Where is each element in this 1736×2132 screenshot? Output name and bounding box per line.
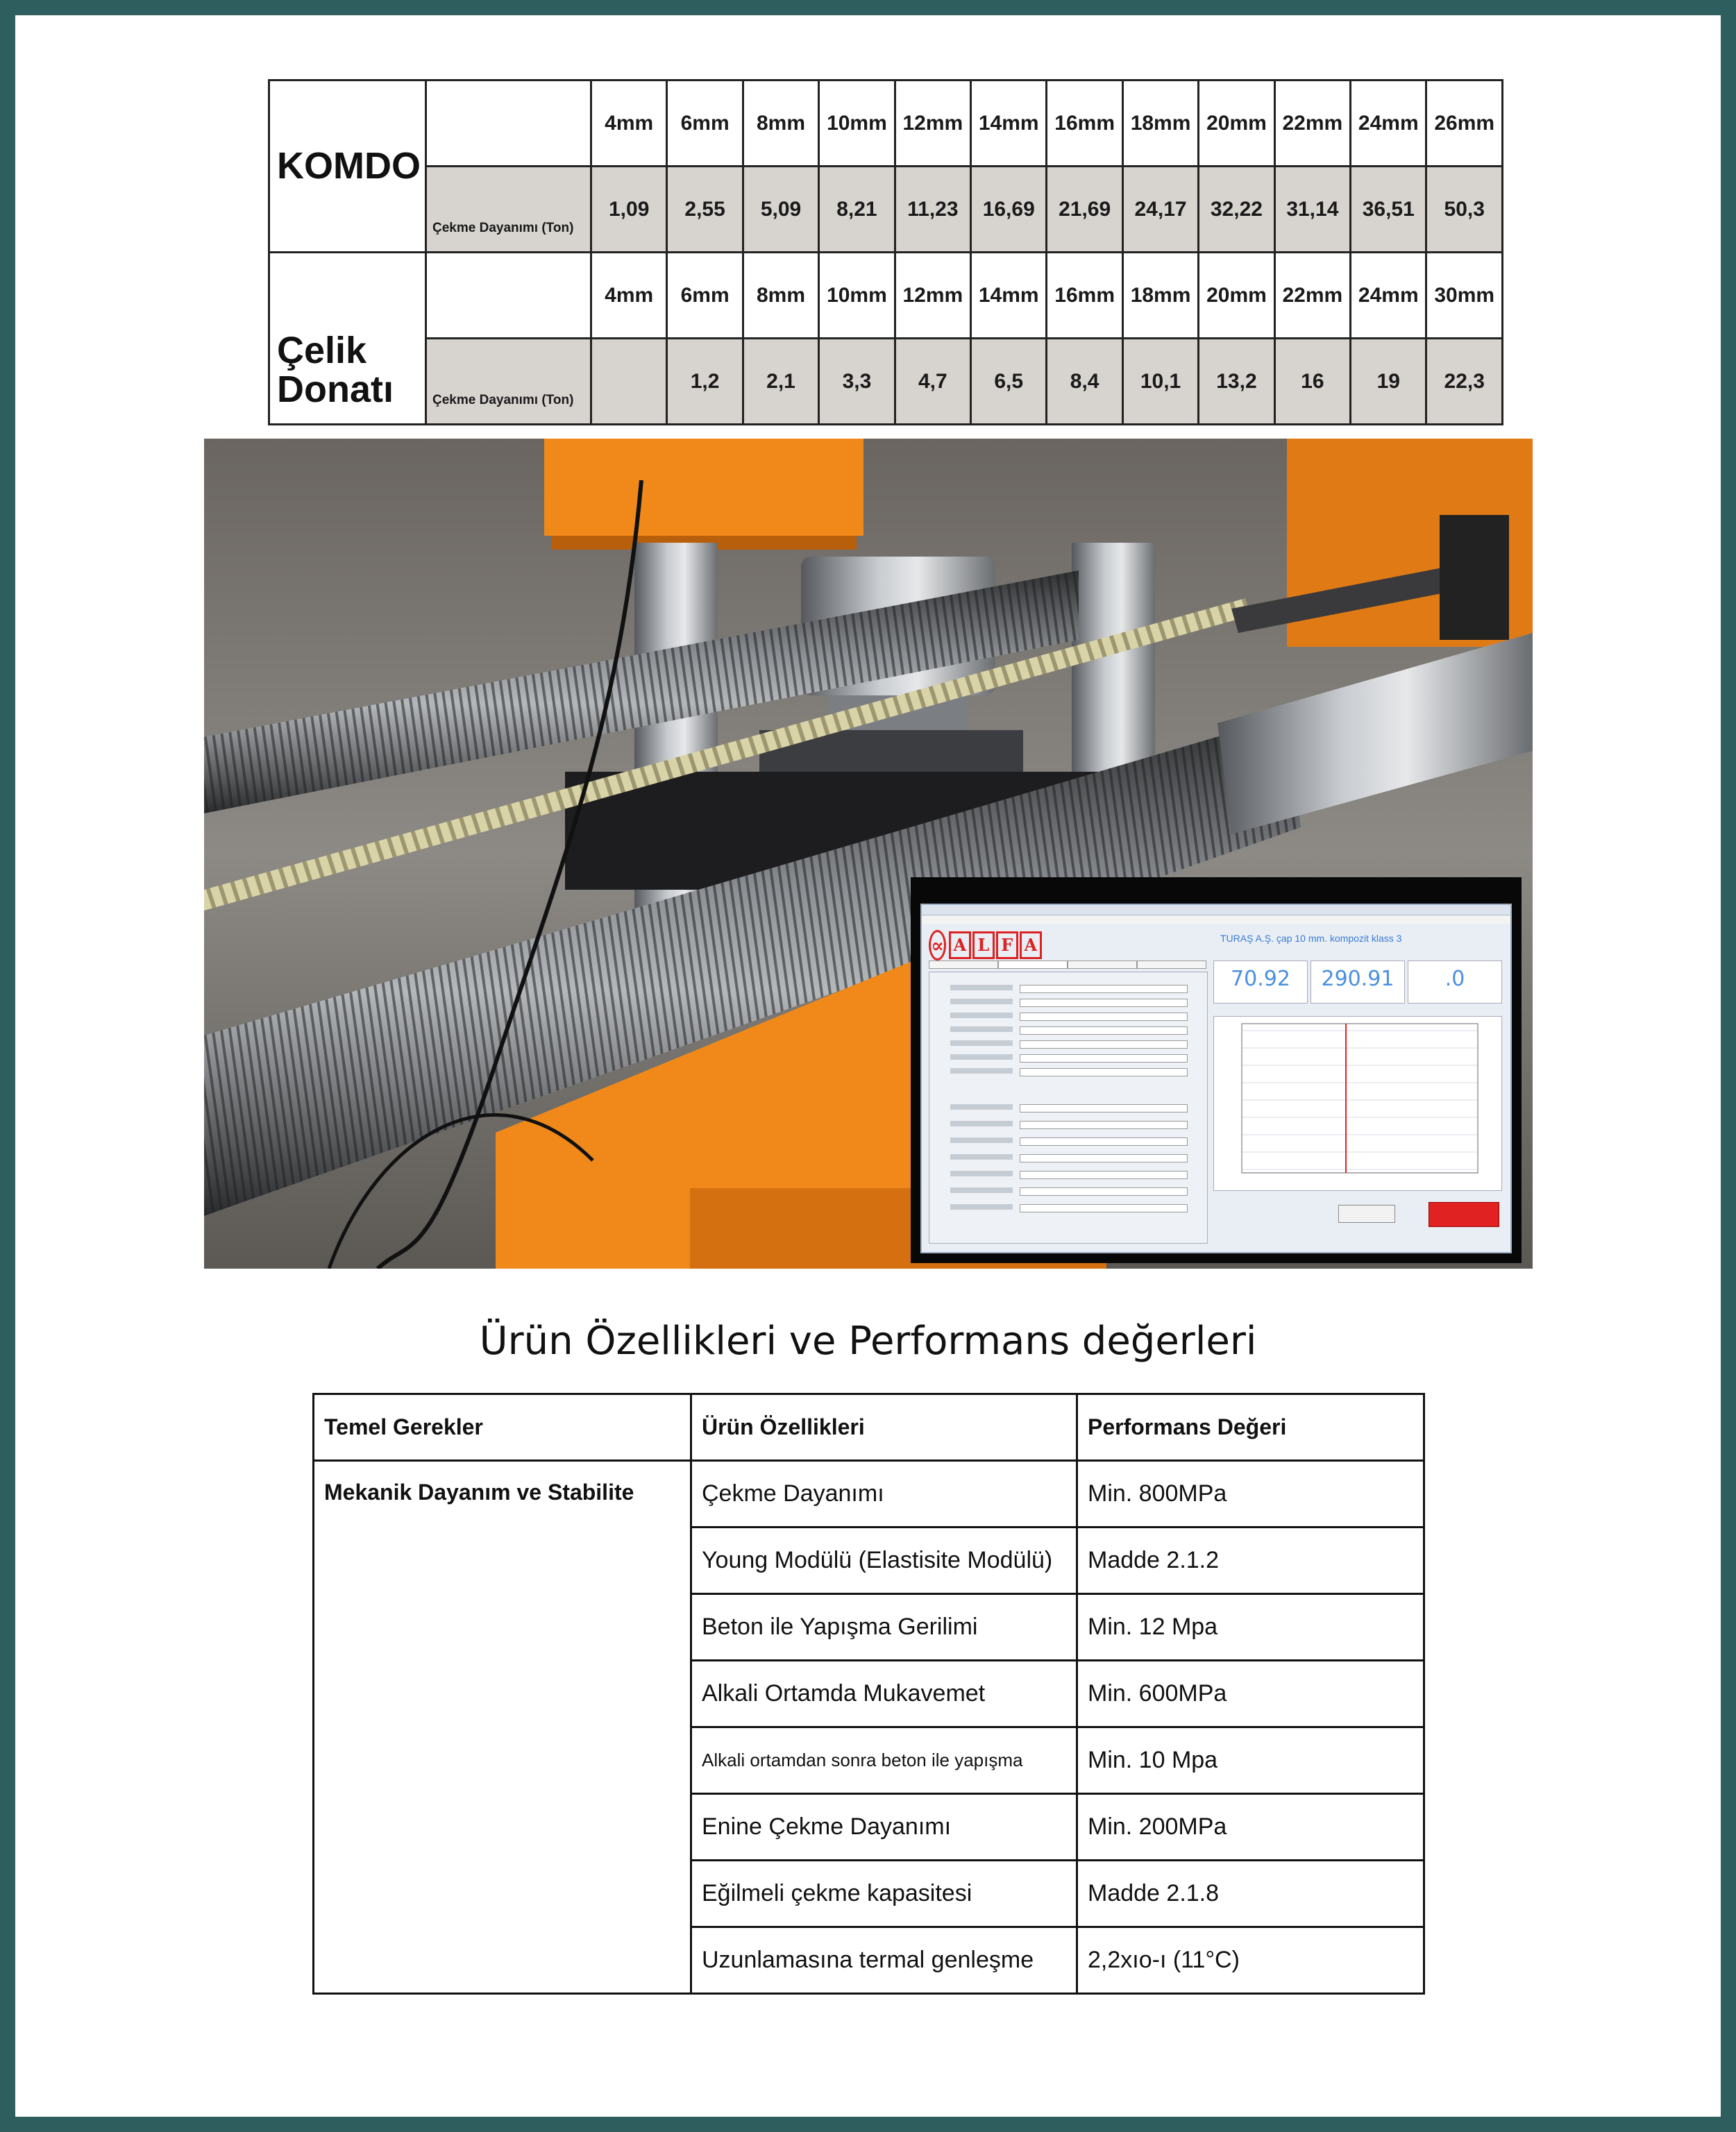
reading-box bbox=[1213, 961, 1308, 1004]
diameter-cell: 10mm bbox=[819, 81, 895, 167]
strength-value: 4,7 bbox=[895, 339, 970, 425]
window-menubar bbox=[922, 915, 1510, 924]
diameter-cell: 16mm bbox=[1047, 81, 1122, 167]
row-label: Çekme Dayanımı (Ton) bbox=[426, 167, 591, 253]
tab[interactable] bbox=[1068, 961, 1137, 969]
value-cell: Madde 2.1.2 bbox=[1077, 1528, 1424, 1594]
tab[interactable] bbox=[1137, 961, 1206, 969]
material-name: KOMDO bbox=[269, 81, 426, 253]
strength-value: 32,22 bbox=[1199, 167, 1274, 253]
form-field[interactable] bbox=[950, 1026, 1186, 1033]
reading-value: 70.92 bbox=[1231, 967, 1290, 991]
product-spec-table bbox=[312, 1393, 1425, 1995]
section-heading: Ürün Özellikleri ve Performans değerleri bbox=[479, 1319, 1257, 1364]
logo-letter: F bbox=[996, 931, 1018, 959]
form-field[interactable] bbox=[950, 1068, 1186, 1075]
tab[interactable] bbox=[929, 961, 998, 969]
diameter-cell: 22mm bbox=[1274, 253, 1350, 339]
value-cell: Min. 200MPa bbox=[1077, 1794, 1424, 1861]
diameter-cell: 12mm bbox=[895, 253, 970, 339]
diameter-cell: 6mm bbox=[667, 81, 743, 167]
strength-value: 8,21 bbox=[819, 167, 895, 253]
force-graph bbox=[1213, 1016, 1502, 1191]
diameter-cell: 22mm bbox=[1274, 81, 1350, 167]
material-name-line: Donatı bbox=[277, 369, 394, 411]
value-cell: Min. 600MPa bbox=[1077, 1661, 1424, 1727]
empty-cell bbox=[426, 81, 591, 167]
strength-value: 10,1 bbox=[1122, 339, 1198, 425]
diameter-cell: 8mm bbox=[743, 253, 818, 339]
strength-value: 5,09 bbox=[743, 167, 818, 253]
value-cell: Min. 800MPa bbox=[1077, 1461, 1424, 1528]
diameter-cell: 16mm bbox=[1047, 253, 1122, 339]
property-cell: Çekme Dayanımı bbox=[691, 1461, 1077, 1528]
form-field[interactable] bbox=[950, 1187, 1186, 1194]
row-label: Çekme Dayanımı (Ton) bbox=[426, 339, 591, 425]
diameter-cell: 26mm bbox=[1426, 81, 1503, 167]
strength-value: 8,4 bbox=[1047, 339, 1122, 425]
form-field[interactable] bbox=[950, 1013, 1186, 1020]
strength-value: 13,2 bbox=[1199, 339, 1274, 425]
form-field[interactable] bbox=[950, 1154, 1186, 1161]
diameter-cell: 8mm bbox=[743, 81, 818, 167]
form-field[interactable] bbox=[950, 1121, 1186, 1128]
form-field[interactable] bbox=[950, 1104, 1186, 1111]
strength-value: 24,17 bbox=[1122, 167, 1198, 253]
property-cell: Enine Çekme Dayanımı bbox=[691, 1794, 1077, 1861]
strength-value: 19 bbox=[1351, 339, 1426, 425]
monitor-screen bbox=[911, 877, 1522, 1263]
diameter-cell: 4mm bbox=[591, 253, 667, 339]
column-header: Temel Gerekler bbox=[314, 1394, 691, 1461]
reading-box bbox=[1311, 961, 1405, 1004]
property-cell: Uzunlamasına termal genleşme bbox=[691, 1927, 1077, 1994]
strength-value: 36,51 bbox=[1351, 167, 1426, 253]
material-name-line: Çelik bbox=[277, 329, 367, 371]
strength-value: 16 bbox=[1274, 339, 1350, 425]
value-cell: Madde 2.1.8 bbox=[1077, 1861, 1424, 1927]
test-title: TURAŞ A.Ş. çap 10 mm. kompozit klass 3 bbox=[1220, 933, 1402, 944]
strength-value: 2,55 bbox=[667, 167, 743, 253]
form-field[interactable] bbox=[950, 1171, 1186, 1178]
property-cell: Eğilmeli çekme kapasitesi bbox=[691, 1861, 1077, 1927]
diameter-cell: 30mm bbox=[1426, 253, 1503, 339]
strength-value: 22,3 bbox=[1426, 339, 1503, 425]
diameter-cell: 14mm bbox=[971, 253, 1047, 339]
header-row bbox=[314, 1394, 1424, 1461]
diameter-cell: 18mm bbox=[1122, 253, 1198, 339]
test-tabs bbox=[929, 961, 1206, 969]
form-field[interactable] bbox=[950, 1040, 1186, 1047]
reading-value: .0 bbox=[1444, 967, 1465, 991]
reading-box bbox=[1408, 961, 1502, 1004]
material-name bbox=[269, 253, 426, 425]
logo-letter: L bbox=[972, 931, 995, 959]
diameter-cell: 14mm bbox=[971, 81, 1047, 167]
strength-value: 3,3 bbox=[819, 339, 895, 425]
strength-value bbox=[591, 339, 667, 425]
alpha-symbol-icon: ∝ bbox=[929, 930, 946, 961]
strength-value: 21,69 bbox=[1047, 167, 1122, 253]
form-field[interactable] bbox=[950, 1054, 1186, 1061]
size-row bbox=[269, 253, 1503, 339]
tensile-test-photo bbox=[204, 439, 1533, 1269]
strength-comparison-table bbox=[268, 79, 1503, 425]
diameter-cell: 20mm bbox=[1199, 253, 1274, 339]
requirement-group: Mekanik Dayanım ve Stabilite bbox=[314, 1461, 691, 1994]
window-titlebar bbox=[922, 905, 1510, 915]
form-field[interactable] bbox=[950, 985, 1186, 992]
column-header: Ürün Özellikleri bbox=[691, 1394, 1077, 1461]
value-cell: Min. 10 Mpa bbox=[1077, 1727, 1424, 1794]
empty-cell bbox=[426, 253, 591, 339]
form-field[interactable] bbox=[950, 1204, 1186, 1211]
table-row bbox=[314, 1461, 1424, 1528]
form-field[interactable] bbox=[950, 1137, 1186, 1144]
strength-value: 11,23 bbox=[895, 167, 970, 253]
diameter-cell: 18mm bbox=[1122, 81, 1198, 167]
test-software-window bbox=[920, 904, 1512, 1253]
strength-value: 31,14 bbox=[1274, 167, 1350, 253]
column-header: Performans Değeri bbox=[1077, 1394, 1424, 1461]
strength-row bbox=[269, 167, 1503, 253]
reading-value: 290.91 bbox=[1321, 967, 1394, 991]
strength-value: 16,69 bbox=[971, 167, 1047, 253]
strength-value: 2,1 bbox=[743, 339, 818, 425]
save-button[interactable] bbox=[1338, 1205, 1395, 1223]
diameter-cell: 12mm bbox=[895, 81, 970, 167]
size-row bbox=[269, 81, 1503, 167]
strength-value: 1,2 bbox=[667, 339, 743, 425]
alfa-logo-icon bbox=[929, 931, 1040, 959]
property-cell: Alkali ortamdan sonra beton ile yapışma bbox=[691, 1727, 1077, 1794]
diameter-cell: 4mm bbox=[591, 81, 667, 167]
diameter-cell: 24mm bbox=[1351, 81, 1426, 167]
property-cell: Beton ile Yapışma Gerilimi bbox=[691, 1594, 1077, 1661]
diameter-cell: 6mm bbox=[667, 253, 743, 339]
diameter-cell: 10mm bbox=[819, 253, 895, 339]
stop-button-icon[interactable] bbox=[1429, 1202, 1499, 1227]
tab[interactable] bbox=[998, 961, 1068, 969]
strength-value: 50,3 bbox=[1426, 167, 1503, 253]
strength-value: 6,5 bbox=[971, 339, 1047, 425]
diameter-cell: 24mm bbox=[1351, 253, 1426, 339]
property-cell: Alkali Ortamda Mukavemet bbox=[691, 1661, 1077, 1727]
form-field[interactable] bbox=[950, 999, 1186, 1006]
logo-letter: A bbox=[1020, 931, 1042, 959]
diameter-cell: 20mm bbox=[1199, 81, 1274, 167]
logo-letter: A bbox=[949, 931, 971, 959]
strength-value: 1,09 bbox=[591, 167, 667, 253]
property-cell: Young Modülü (Elastisite Modülü) bbox=[691, 1528, 1077, 1594]
page bbox=[15, 15, 1721, 2117]
test-parameters-form bbox=[929, 972, 1208, 1244]
value-cell: 2,2xıo-ı (11°C) bbox=[1077, 1927, 1424, 1994]
value-cell: Min. 12 Mpa bbox=[1077, 1594, 1424, 1661]
strength-row bbox=[269, 339, 1503, 425]
